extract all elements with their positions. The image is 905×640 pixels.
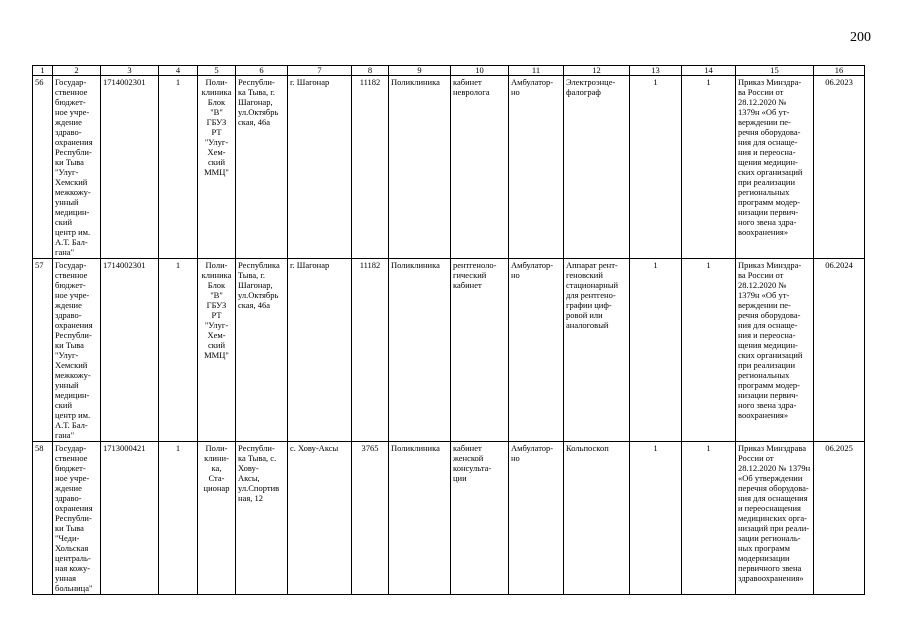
quantity-cell: 1 [630, 76, 682, 259]
header-cell: 10 [451, 66, 509, 76]
settlement-cell: с. Хову-Аксы [288, 442, 352, 595]
unit-type-cell: Поликлиника [389, 259, 451, 442]
department-cell: кабинет женской консульта- ции [451, 442, 509, 595]
population-cell: 11182 [352, 259, 389, 442]
count-cell: 1 [159, 442, 198, 595]
header-cell: 2 [53, 66, 101, 76]
settlement-cell: г. Шагонар [288, 76, 352, 259]
row-number: 58 [33, 442, 53, 595]
order-reference-cell: Приказ Минздра- ва России от 28.12.2020 № 1379н «Об ут- верждении пе- речня оборудова- ния для оснаще- ния и переосна- щения медицин- ских организаций при реализации региональных программ модер- низации первич- ного звена здра- воохранения» [736, 76, 814, 259]
care-mode-cell: Амбулатор- но [509, 259, 564, 442]
address-cell: Республика Тыва, г. Шагонар, ул.Октябрь ская, 46а [236, 259, 288, 442]
organization-name: Государ- ственное бюджет- ное учре- ждение здраво- охранения Республи- ки Тыва "Улуг- Хемский межкожу- унный медицин- ский центр им. А.Т. Бал- гана" [53, 259, 101, 442]
date-cell: 06.2025 [814, 442, 865, 595]
equipment-cell: Аппарат рент- геновский стационарный для рентгено- графии циф- ровой или аналоговый [564, 259, 630, 442]
organization-name: Государ- ственное бюджет- ное учре- ждение здраво- охранения Республи- ки Тыва "Чеди- Хольская централь- ная кожу- унная больница" [53, 442, 101, 595]
count-cell: 1 [159, 259, 198, 442]
date-cell: 06.2024 [814, 259, 865, 442]
unit-type-cell: Поликлиника [389, 76, 451, 259]
table-row [33, 442, 865, 595]
header-cell: 4 [159, 66, 198, 76]
order-reference-cell: Приказ Минздра- ва России от 28.12.2020 № 1379н «Об ут- верждении пе- речня оборудова- ния для оснаще- ния и переосна- щения медицин- ских организаций при реализации региональных программ модер- низации первич- ного звена здра- воохранения» [736, 259, 814, 442]
unit-type-cell: Поликлиника [389, 442, 451, 595]
header-cell: 13 [630, 66, 682, 76]
quantity-cell: 1 [682, 76, 736, 259]
equipment-table [32, 65, 865, 595]
row-number: 57 [33, 259, 53, 442]
quantity-cell: 1 [682, 442, 736, 595]
settlement-cell: г. Шагонар [288, 259, 352, 442]
count-cell: 1 [159, 76, 198, 259]
inn-code: 1714002301 [101, 76, 159, 259]
table-header-row [33, 66, 865, 76]
inn-code: 1713000421 [101, 442, 159, 595]
address-cell: Республи- ка Тыва, г. Шагонар, ул.Октябрь ская, 46а [236, 76, 288, 259]
facility-name: Поли- клиника Блок "В" ГБУЗ РТ "Улуг- Хем- ский ММЦ" [198, 76, 236, 259]
care-mode-cell: Амбулатор- но [509, 442, 564, 595]
header-cell: 12 [564, 66, 630, 76]
department-cell: рентгеноло- гический кабинет [451, 259, 509, 442]
facility-name: Поли- клини- ка, Ста- ционар [198, 442, 236, 595]
table-row [33, 259, 865, 442]
date-cell: 06.2023 [814, 76, 865, 259]
header-cell: 8 [352, 66, 389, 76]
header-cell: 9 [389, 66, 451, 76]
row-number: 56 [33, 76, 53, 259]
header-cell: 5 [198, 66, 236, 76]
header-cell: 3 [101, 66, 159, 76]
header-cell: 7 [288, 66, 352, 76]
order-reference-cell: Приказ Минздрава России от 28.12.2020 № 1379н «Об утверждении перечня оборудова- ния для оснащения и переоснащения медицинских орга- низаций при реали- зации региональ- ных программ модернизации первичного звена здравоохранения» [736, 442, 814, 595]
header-cell: 11 [509, 66, 564, 76]
department-cell: кабинет невролога [451, 76, 509, 259]
care-mode-cell: Амбулатор- но [509, 76, 564, 259]
table-row [33, 76, 865, 259]
organization-name: Государ- ственное бюджет- ное учре- ждение здраво- охранения Республи- ки Тыва "Улуг- Хемский межкожу- унный медицин- ский центр им. А.Т. Бал- гана" [53, 76, 101, 259]
facility-name: Поли- клиника Блок "В" ГБУЗ РТ "Улуг- Хем- ский ММЦ" [198, 259, 236, 442]
quantity-cell: 1 [630, 259, 682, 442]
address-cell: Республи- ка Тыва, с. Хову- Аксы, ул.Спортив ная, 12 [236, 442, 288, 595]
equipment-cell: Кольпоскоп [564, 442, 630, 595]
inn-code: 1714002301 [101, 259, 159, 442]
quantity-cell: 1 [630, 442, 682, 595]
population-cell: 11182 [352, 76, 389, 259]
page-number: 200 [850, 30, 871, 45]
header-cell: 14 [682, 66, 736, 76]
header-cell: 6 [236, 66, 288, 76]
population-cell: 3765 [352, 442, 389, 595]
header-cell: 15 [736, 66, 814, 76]
header-cell: 1 [33, 66, 53, 76]
equipment-cell: Электроэнце- фалограф [564, 76, 630, 259]
header-cell: 16 [814, 66, 865, 76]
quantity-cell: 1 [682, 259, 736, 442]
